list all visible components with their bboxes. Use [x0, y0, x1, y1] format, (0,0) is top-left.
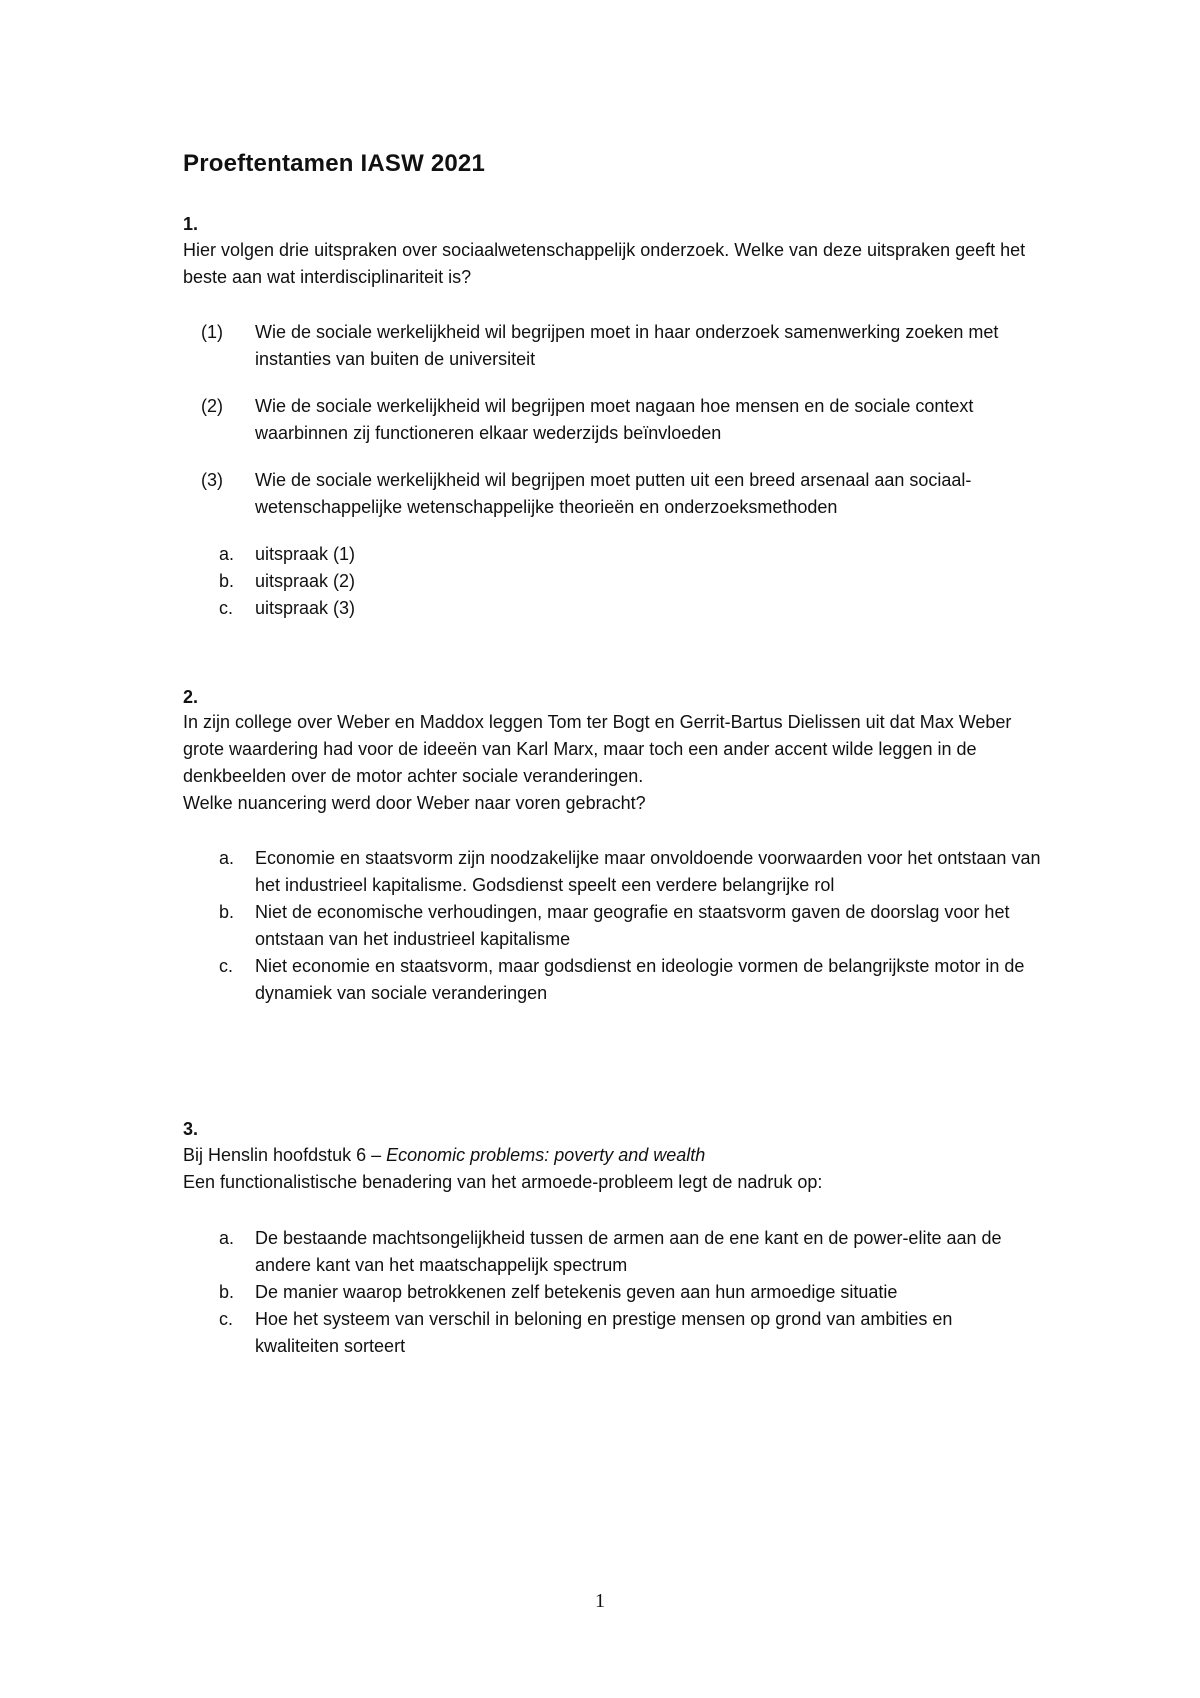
option-text: De bestaande machtsongelijkheid tussen de armen aan de ene kant en de power-elite aan de andere kant van het maatschappelijk spectrum	[255, 1228, 1002, 1275]
question-2-number: 2.	[183, 687, 199, 707]
reference-prefix: Bij Henslin hoofdstuk 6 –	[183, 1145, 387, 1165]
statement-text: Wie de sociale werkelijkheid wil begrijpen moet putten uit een breed arsenaal aan sociaal-wetenschappelijke wetenschappelijke theorieën en onderzoeksmethoden	[255, 470, 972, 517]
reference-chapter-title: Economic problems: poverty and wealth	[386, 1145, 706, 1165]
option-marker: a.	[219, 1228, 235, 1248]
statement-marker: (3)	[201, 470, 223, 490]
option-a	[201, 1225, 1041, 1279]
question-3-reference	[183, 1142, 1043, 1169]
option-marker: a.	[219, 544, 235, 564]
question-1-text: Hier volgen drie uitspraken over sociaalwetenschappelijk onderzoek. Welke van deze uitspraken geeft het beste aan wat interdisciplinariteit is?	[183, 240, 1026, 287]
statement-2	[201, 393, 1041, 447]
question-2-text: In zijn college over Weber en Maddox leggen Tom ter Bogt en Gerrit-Bartus Dielissen uit dat Max Weber grote waardering had voor de ideeën van Karl Marx, maar toch een ander accent wilde leggen in de denkbeelden over de motor achter sociale veranderingen.	[183, 712, 1012, 786]
option-c	[201, 1306, 1041, 1360]
question-2-options	[201, 845, 1041, 1007]
option-b	[201, 568, 1041, 595]
option-b	[201, 1279, 1041, 1306]
option-c	[201, 595, 1041, 622]
option-a	[201, 845, 1041, 899]
option-marker: a.	[219, 848, 235, 868]
option-b	[201, 899, 1041, 953]
question-3-options	[201, 1225, 1041, 1360]
option-marker: c.	[219, 1309, 234, 1329]
statement-marker: (2)	[201, 396, 223, 416]
statement-1	[201, 319, 1041, 373]
option-text: uitspraak (3)	[255, 598, 356, 618]
option-text: Economie en staatsvorm zijn noodzakelijke maar onvoldoende voorwaarden voor het ontstaan van het industrieel kapitalisme. Godsdienst speelt een verdere belangrijke rol	[255, 848, 1041, 895]
option-marker: b.	[219, 902, 235, 922]
option-marker: b.	[219, 571, 235, 591]
option-text: De manier waarop betrokkenen zelf betekenis geven aan hun armoedige situatie	[255, 1282, 898, 1302]
option-text: Niet economie en staatsvorm, maar godsdienst en ideologie vormen de belangrijkste motor in de dynamiek van sociale veranderingen	[255, 956, 1025, 1003]
option-c	[201, 953, 1041, 1007]
option-marker: b.	[219, 1282, 235, 1302]
page-number: 1	[595, 1590, 605, 1612]
question-1-statements	[201, 319, 1041, 541]
option-marker: c.	[219, 956, 234, 976]
document-title: Proeftentamen IASW 2021	[183, 150, 486, 177]
statement-3	[201, 467, 1041, 521]
question-3-text: Een functionalistische benadering van het armoede-probleem legt de nadruk op:	[183, 1172, 823, 1192]
option-a	[201, 541, 1041, 568]
question-3-number: 3.	[183, 1119, 199, 1139]
statement-marker: (1)	[201, 322, 223, 342]
option-text: uitspraak (2)	[255, 571, 356, 591]
option-text: Niet de economische verhoudingen, maar geografie en staatsvorm gaven de doorslag voor het ontstaan van het industrieel kapitalisme	[255, 902, 1010, 949]
statement-text: Wie de sociale werkelijkheid wil begrijpen moet nagaan hoe mensen en de sociale context waarbinnen zij functioneren elkaar wederzijds beïnvloeden	[255, 396, 974, 443]
option-marker: c.	[219, 598, 234, 618]
question-1-options	[201, 541, 1041, 622]
question-1-number: 1.	[183, 214, 199, 234]
statement-text: Wie de sociale werkelijkheid wil begrijpen moet in haar onderzoek samenwerking zoeken met instanties van buiten de universiteit	[255, 322, 999, 369]
question-2-question: Welke nuancering werd door Weber naar voren gebracht?	[183, 793, 646, 813]
option-text: Hoe het systeem van verschil in beloning en prestige mensen op grond van ambities en kwaliteiten sorteert	[255, 1309, 953, 1356]
option-text: uitspraak (1)	[255, 544, 356, 564]
